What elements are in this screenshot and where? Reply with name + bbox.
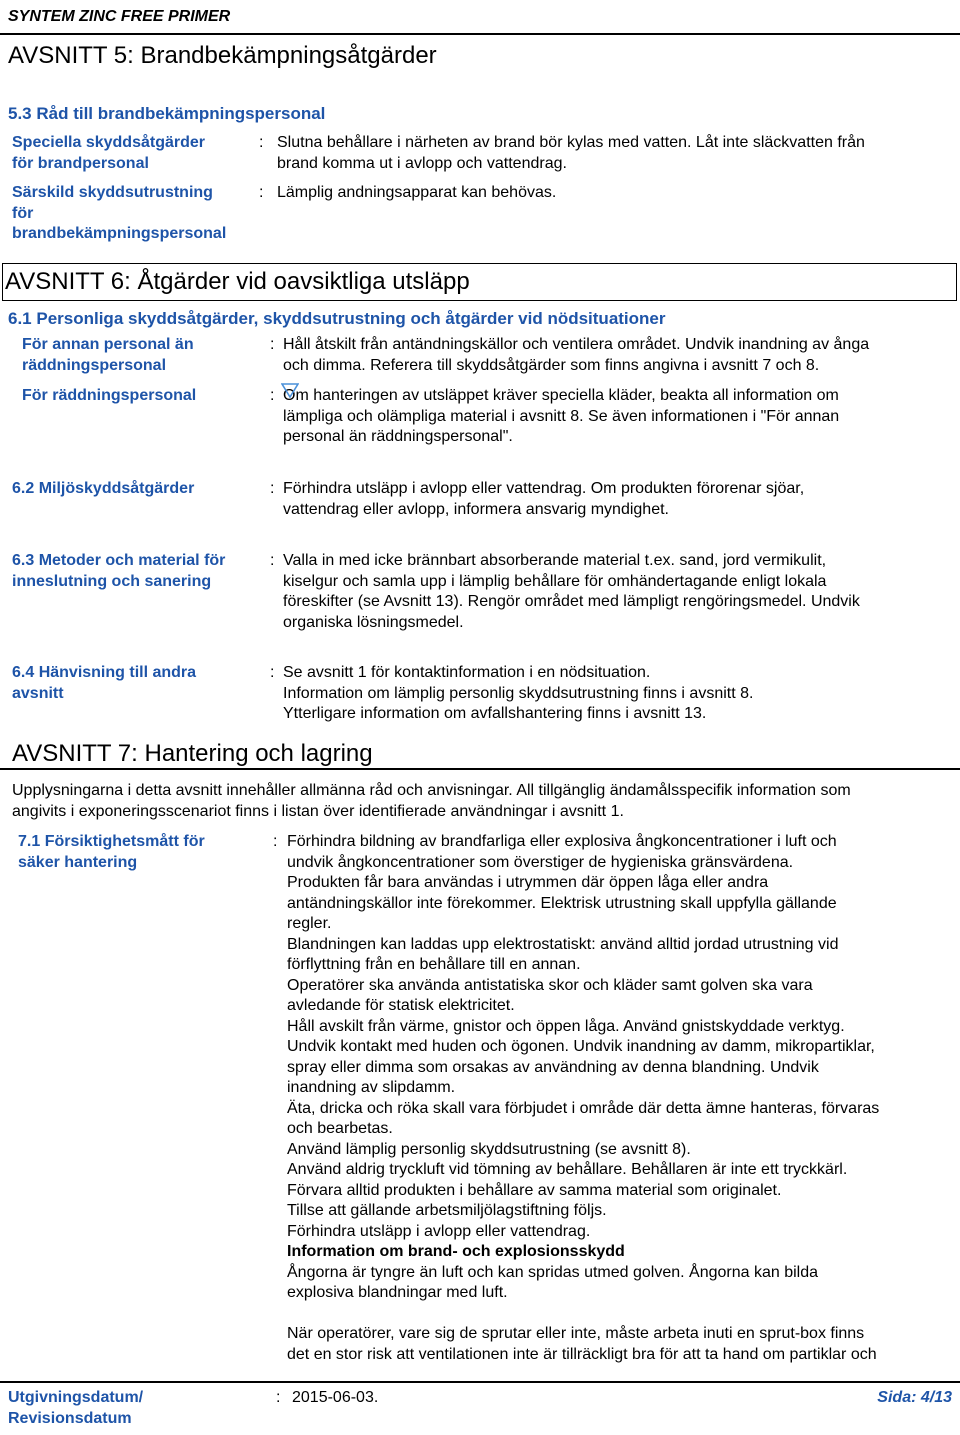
separator-colon: : — [270, 664, 275, 681]
page-number: Sida: 4/13 — [877, 1389, 952, 1406]
section-7-intro: Upplysningarna i detta avsnitt innehåller allmänna råd och anvisningar. All tillgänglig ändamålsspecifik information som angivits i exponeringsscenariot finns i listan över identifierade användningar i avsnitt 1. — [12, 782, 851, 820]
label-containment-methods: 6.3 Metoder och material för inneslutning och sanering — [12, 552, 226, 590]
section-6-title: AVSNITT 6: Åtgärder vid oavsiktliga utsläpp — [5, 268, 470, 295]
value-fire-personnel-measures: Slutna behållare i närheten av brand bör kylas med vatten. Låt inte släckvatten från brand komma ut i avlopp och vattendrag. — [277, 134, 865, 172]
label-fire-personnel-measures: Speciella skyddsåtgärder för brandpersonal — [12, 134, 205, 172]
separator-colon: : — [259, 184, 264, 201]
value-fire-protective-equipment: Lämplig andningsapparat kan behövas. — [277, 184, 557, 201]
separator-colon: : — [270, 387, 275, 404]
separator-colon: : — [259, 134, 264, 151]
label-emergency-responders: För räddningspersonal — [22, 387, 197, 404]
footer-revision-date: 2015-06-03. — [292, 1389, 379, 1406]
separator-colon: : — [270, 336, 275, 353]
section-7-divider — [0, 768, 960, 770]
label-fire-protective-equipment: Särskild skyddsutrustning för brandbekämpningspersonal — [12, 184, 227, 242]
checkbox-marker-icon — [281, 383, 299, 398]
label-environmental-precautions: 6.2 Miljöskyddsåtgärder — [12, 480, 195, 497]
separator-colon: : — [273, 833, 278, 850]
value-containment-methods: Valla in med icke brännbart absorberande material t.ex. sand, jord vermikulit, kiselgur och samla upp i lämplig behållare för omhändertagande enligt lokala föreskifter (se Avsnitt 13). Rengör området med lämpligt rengöringsmedel. Undvik organiska lösningsmedel. — [283, 552, 860, 631]
fire-explosion-heading: Information om brand- och explosionsskydd — [287, 1243, 625, 1260]
section-5-title: AVSNITT 5: Brandbekämpningsåtgärder — [8, 42, 437, 69]
product-name: SYNTEM ZINC FREE PRIMER — [8, 8, 231, 25]
value-reference-other-sections: Se avsnitt 1 för kontaktinformation i en nödsituation. Information om lämplig personlig skyddsutrustning finns i avsnitt 8. Ytterligare information om avfallshantering finns i avsnitt 13. — [283, 664, 754, 722]
subsection-5-3-title: 5.3 Råd till brandbekämpningspersonal — [8, 104, 326, 123]
value-non-emergency-personnel: Håll åtskilt från antändningskällor och ventilera området. Undvik inandning av ånga och dimma. Referera till skyddsåtgärder som finns angivna i avsnitt 7 och 8. — [283, 336, 870, 374]
label-reference-other-sections: 6.4 Hänvisning till andra avsnitt — [12, 664, 197, 702]
footer-colon: : — [276, 1389, 281, 1406]
separator-colon: : — [270, 480, 275, 497]
value-emergency-responders: Om hanteringen av utsläppet kräver speciella kläder, beakta all information om lämpliga och olämpliga material i avsnitt 8. Se även informationen i "För annan personal än räddningspersonal". — [283, 387, 840, 445]
label-non-emergency-personnel: För annan personal än räddningspersonal — [22, 336, 194, 374]
subsection-6-1-title: 6.1 Personliga skyddsåtgärder, skyddsutrustning och åtgärder vid nödsituationer — [8, 309, 666, 328]
footer-divider — [0, 1381, 960, 1383]
separator-colon: : — [270, 552, 275, 569]
section-7-title: AVSNITT 7: Hantering och lagring — [12, 740, 373, 767]
header-divider — [0, 33, 960, 35]
section-6-heading-box — [2, 263, 957, 301]
value-safe-handling: Förhindra bildning av brandfarliga eller explosiva ångkoncentrationer i luft och undvik ångkoncentrationer som överstiger de hygieniska gränsvärdena. Produkten får bara användas i utrymmen där öppen låga eller andra antändningskällor inte förekommer. Elektrisk utrustning skall uppfylla gällande regler. Blandningen kan laddas upp elektrostatiskt: använd alltid jordad utrustning vid förflyttning från en behållare till en annan. Operatörer ska använda antistatiska skor och kläder samt golven ska vara avledande för statisk elektricitet. Håll avskilt från värme, gnistor och öppen låga. Använd gnistskyddade verktyg. Undvik kontakt med huden och ögonen. Undvik inandning av damm, mikropartiklar, spray eller dimma som orsakas av användning av denna blandning. Undvik inandning av slipdamm. Äta, dricka och röka skall vara förbjudet i område där detta ämne hanteras, förvaras och bearbetas. Använd lämplig personlig skyddsutrustning (se avsnitt 8). Använd aldrig tryckluft vid tömning av behållare. Behållaren är inte ett tryckkärl. Förvara alltid produkten i behållare av samma material som originalet. Tillse att gällande arbetsmiljölagstiftning följs. Förhindra utsläpp i avlopp eller vattendrag. Information om brand- och explosionsskydd Ångorna är tyngre än luft och kan spridas utmed golven. Ångorna kan bilda explosiva blandningar med luft. När operatörer, vare sig de sprutar eller inte, måste arbeta inuti en sprut-box finns det en stor risk att ventilationen inte är tillräckligt bra för att ta hand om partiklar och — [287, 833, 880, 1363]
label-safe-handling: 7.1 Försiktighetsmått för säker hantering — [18, 833, 205, 871]
value-environmental-precautions: Förhindra utsläpp i avlopp eller vattendrag. Om produkten förorenar sjöar, vattendrag eller avlopp, informera ansvarig myndighet. — [283, 480, 805, 518]
footer-revision-label: Utgivningsdatum/ Revisionsdatum — [8, 1389, 144, 1427]
